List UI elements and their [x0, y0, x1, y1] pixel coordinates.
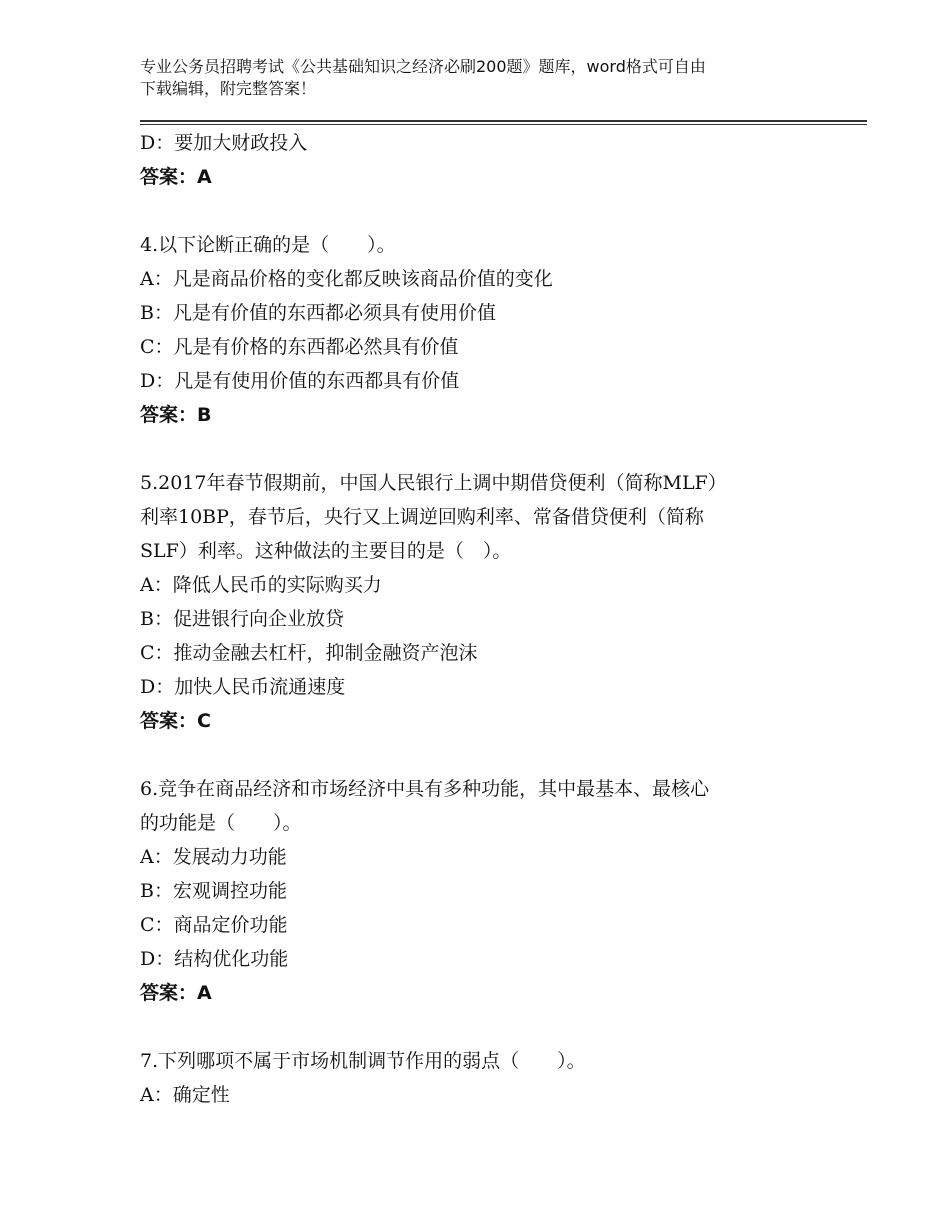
q5-question-line-2: 利率10BP，春节后，央行又上调逆回购利率、常备借贷便利（简称: [140, 506, 704, 528]
spacer: [140, 738, 820, 772]
q4-option-b: B：凡是有价值的东西都必须具有使用价值: [140, 302, 496, 324]
q3-option-d: D：要加大财政投入: [140, 132, 308, 154]
q4-option-c: C：凡是有价格的东西都必然具有价值: [140, 336, 459, 358]
q5-option-b: B：促进银行向企业放贷: [140, 608, 344, 630]
q5-answer: 答案：C: [140, 710, 211, 732]
header-line-2: 下载编辑，附完整答案！: [140, 79, 317, 98]
q4-answer: 答案：B: [140, 404, 212, 426]
q7-question: 7.下列哪项不属于市场机制调节作用的弱点（ ）。: [140, 1050, 586, 1072]
spacer: [140, 432, 820, 466]
header-rule-thin: [140, 124, 867, 125]
q6-answer: 答案：A: [140, 982, 212, 1004]
q5-question-line-1: 5.2017年春节假期前，中国人民银行上调中期借贷便利（简称MLF）: [140, 472, 727, 494]
q6-question-line-2: 的功能是（ ）。: [140, 812, 302, 834]
q5-option-a: A：降低人民币的实际购买力: [140, 574, 382, 596]
q5-option-d: D：加快人民币流通速度: [140, 676, 346, 698]
q5-option-c: C：推动金融去杠杆，抑制金融资产泡沫: [140, 642, 478, 664]
q4-option-a: A：凡是商品价格的变化都反映该商品价值的变化: [140, 268, 553, 290]
header-line-1: 专业公务员招聘考试《公共基础知识之经济必刷200题》题库，word格式可自由: [140, 57, 706, 76]
q4-option-d: D：凡是有使用价值的东西都具有价值: [140, 370, 460, 392]
header-rule-thick: [140, 120, 867, 122]
q7-option-a: A：确定性: [140, 1084, 230, 1106]
spacer: [140, 1010, 820, 1044]
document-body: [140, 126, 820, 1112]
q6-option-d: D：结构优化功能: [140, 948, 289, 970]
q3-answer: 答案：A: [140, 166, 212, 188]
document-header: [140, 56, 800, 100]
q6-option-c: C：商品定价功能: [140, 914, 288, 936]
q6-option-a: A：发展动力功能: [140, 846, 287, 868]
spacer: [140, 194, 820, 228]
q4-question: 4.以下论断正确的是（ ）。: [140, 234, 396, 256]
q6-option-b: B：宏观调控功能: [140, 880, 287, 902]
q5-question-line-3: SLF）利率。这种做法的主要目的是（ ）。: [140, 540, 512, 562]
q6-question-line-1: 6.竞争在商品经济和市场经济中具有多种功能，其中最基本、最核心: [140, 778, 710, 800]
